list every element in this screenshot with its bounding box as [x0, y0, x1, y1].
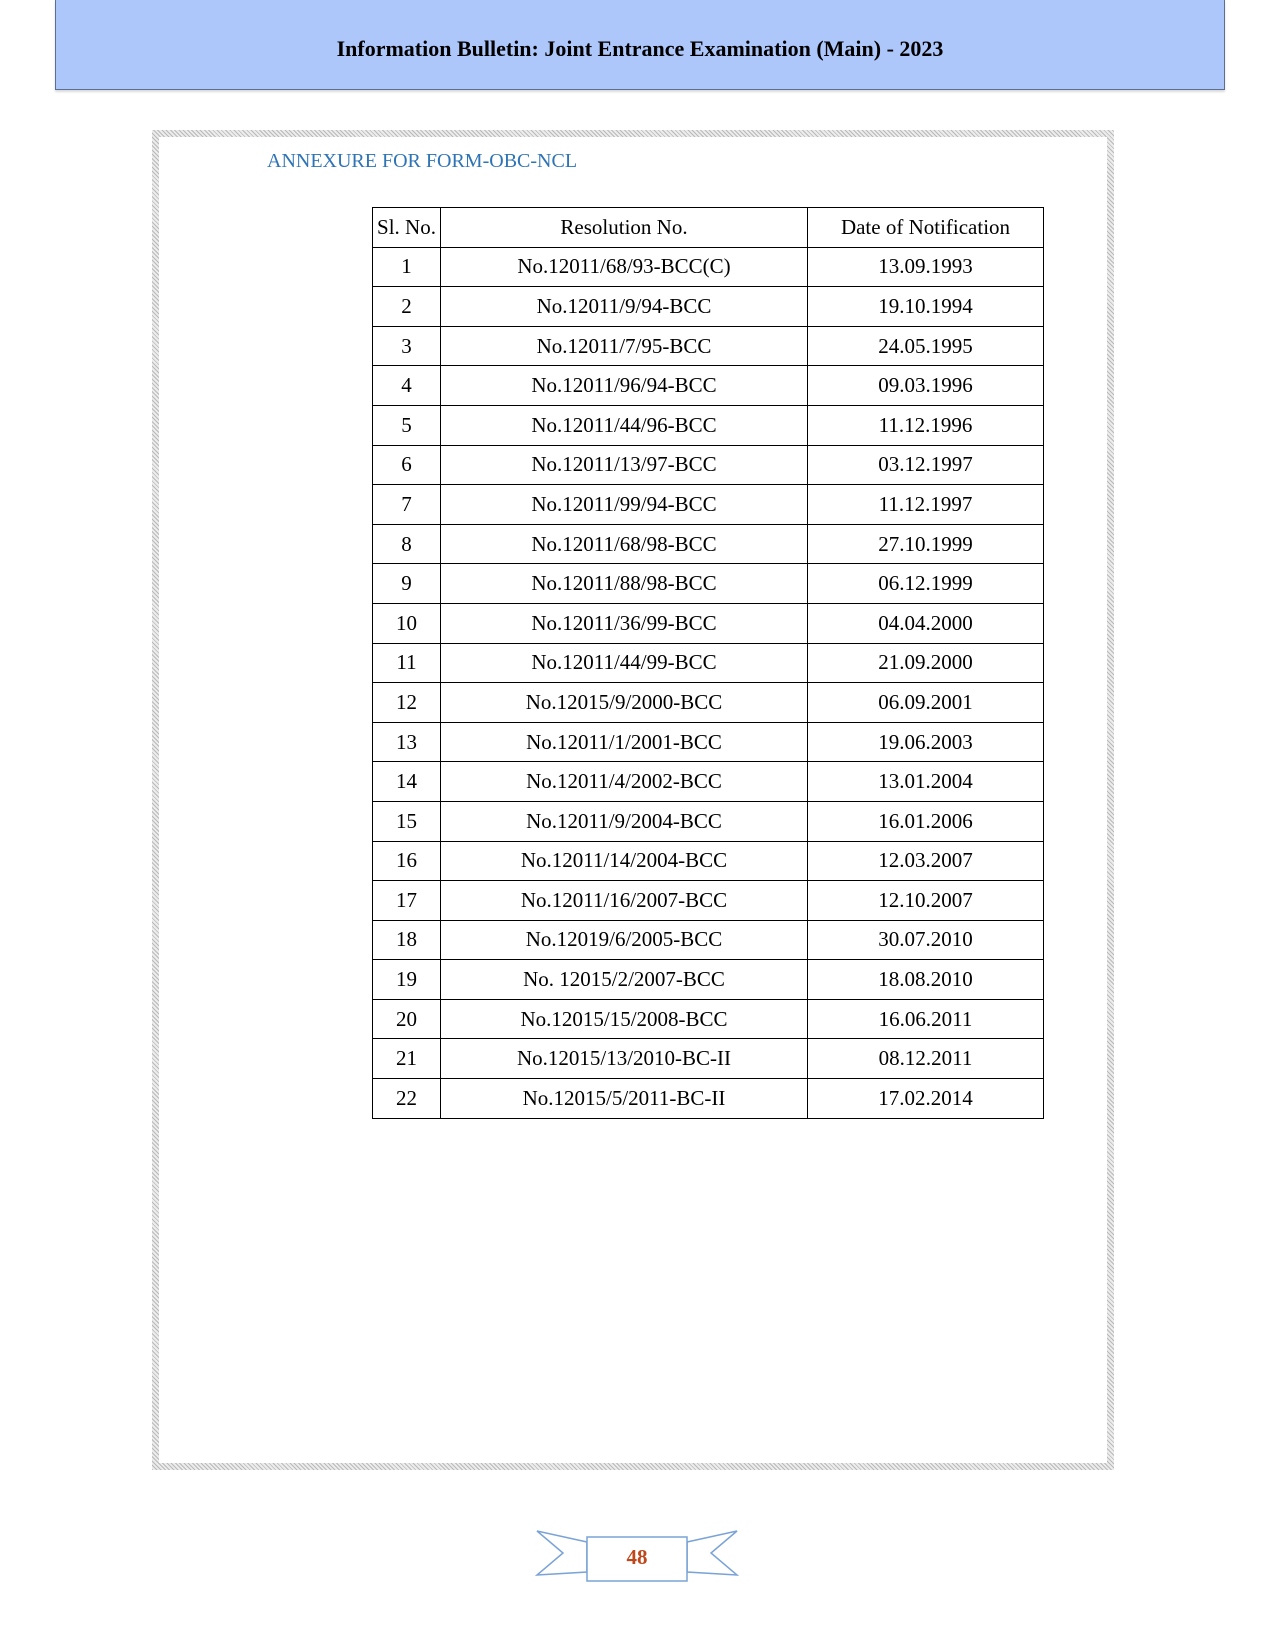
table-header-row: [373, 208, 1044, 248]
table-row: [373, 762, 1044, 802]
cell-sl-no: 1: [373, 247, 441, 287]
cell-resolution-no: No.12011/68/98-BCC: [441, 524, 808, 564]
resolution-table: [372, 207, 1044, 1119]
cell-resolution-no: No.12011/68/93-BCC(C): [441, 247, 808, 287]
table-row: [373, 643, 1044, 683]
table-row: [373, 445, 1044, 485]
cell-resolution-no: No.12011/44/99-BCC: [441, 643, 808, 683]
bulletin-title: Information Bulletin: Joint Entrance Examination (Main) - 2023: [336, 36, 944, 61]
cell-date: 13.09.1993: [808, 247, 1044, 287]
cell-resolution-no: No.12011/16/2007-BCC: [441, 881, 808, 921]
table-row: [373, 564, 1044, 604]
cell-date: 11.12.1997: [808, 485, 1044, 525]
cell-date: 21.09.2000: [808, 643, 1044, 683]
cell-date: 17.02.2014: [808, 1079, 1044, 1119]
table-row: [373, 247, 1044, 287]
table-row: [373, 881, 1044, 921]
cell-date: 06.09.2001: [808, 683, 1044, 723]
table-row: [373, 801, 1044, 841]
cell-sl-no: 4: [373, 366, 441, 406]
cell-date: 09.03.1996: [808, 366, 1044, 406]
cell-sl-no: 3: [373, 326, 441, 366]
cell-date: 24.05.1995: [808, 326, 1044, 366]
cell-resolution-no: No.12011/13/97-BCC: [441, 445, 808, 485]
table-row: [373, 722, 1044, 762]
cell-sl-no: 18: [373, 920, 441, 960]
table-row: [373, 603, 1044, 643]
cell-resolution-no: No.12011/96/94-BCC: [441, 366, 808, 406]
cell-sl-no: 8: [373, 524, 441, 564]
cell-sl-no: 6: [373, 445, 441, 485]
cell-resolution-no: No.12011/9/94-BCC: [441, 287, 808, 327]
cell-date: 12.03.2007: [808, 841, 1044, 881]
table-row: [373, 366, 1044, 406]
cell-date: 30.07.2010: [808, 920, 1044, 960]
cell-date: 12.10.2007: [808, 881, 1044, 921]
cell-resolution-no: No.12011/9/2004-BCC: [441, 801, 808, 841]
cell-sl-no: 21: [373, 1039, 441, 1079]
cell-date: 19.06.2003: [808, 722, 1044, 762]
header-bar: [55, 0, 1225, 90]
cell-resolution-no: No.12011/88/98-BCC: [441, 564, 808, 604]
cell-sl-no: 14: [373, 762, 441, 802]
cell-sl-no: 22: [373, 1079, 441, 1119]
cell-sl-no: 7: [373, 485, 441, 525]
table-row: [373, 485, 1044, 525]
cell-date: 11.12.1996: [808, 405, 1044, 445]
cell-date: 19.10.1994: [808, 287, 1044, 327]
cell-resolution-no: No.12011/99/94-BCC: [441, 485, 808, 525]
table-row: [373, 841, 1044, 881]
table-row: [373, 1039, 1044, 1079]
cell-date: 16.01.2006: [808, 801, 1044, 841]
table-row: [373, 683, 1044, 723]
cell-resolution-no: No.12015/9/2000-BCC: [441, 683, 808, 723]
cell-resolution-no: No.12011/14/2004-BCC: [441, 841, 808, 881]
header-sl-no: Sl. No.: [373, 208, 441, 248]
table-body: [373, 247, 1044, 1118]
cell-sl-no: 20: [373, 999, 441, 1039]
table-row: [373, 920, 1044, 960]
cell-sl-no: 5: [373, 405, 441, 445]
table-row: [373, 960, 1044, 1000]
cell-date: 06.12.1999: [808, 564, 1044, 604]
header-date-of-notification: Date of Notification: [808, 208, 1044, 248]
cell-date: 08.12.2011: [808, 1039, 1044, 1079]
cell-sl-no: 15: [373, 801, 441, 841]
cell-date: 13.01.2004: [808, 762, 1044, 802]
cell-resolution-no: No.12011/7/95-BCC: [441, 326, 808, 366]
cell-resolution-no: No.12015/13/2010-BC-II: [441, 1039, 808, 1079]
cell-sl-no: 13: [373, 722, 441, 762]
table-row: [373, 1079, 1044, 1119]
cell-resolution-no: No.12011/1/2001-BCC: [441, 722, 808, 762]
cell-sl-no: 9: [373, 564, 441, 604]
annexure-heading: ANNEXURE FOR FORM-OBC-NCL: [267, 150, 578, 172]
cell-sl-no: 16: [373, 841, 441, 881]
cell-sl-no: 10: [373, 603, 441, 643]
cell-resolution-no: No.12015/5/2011-BC-II: [441, 1079, 808, 1119]
table-row: [373, 999, 1044, 1039]
page-number: 48: [626, 1545, 648, 1569]
cell-sl-no: 19: [373, 960, 441, 1000]
cell-date: 27.10.1999: [808, 524, 1044, 564]
cell-resolution-no: No.12011/36/99-BCC: [441, 603, 808, 643]
cell-resolution-no: No.12019/6/2005-BCC: [441, 920, 808, 960]
table-row: [373, 287, 1044, 327]
cell-resolution-no: No. 12015/2/2007-BCC: [441, 960, 808, 1000]
cell-date: 18.08.2010: [808, 960, 1044, 1000]
cell-date: 03.12.1997: [808, 445, 1044, 485]
cell-sl-no: 2: [373, 287, 441, 327]
cell-sl-no: 17: [373, 881, 441, 921]
cell-resolution-no: No.12011/4/2002-BCC: [441, 762, 808, 802]
table-row: [373, 326, 1044, 366]
table-row: [373, 524, 1044, 564]
cell-resolution-no: No.12015/15/2008-BCC: [441, 999, 808, 1039]
cell-sl-no: 12: [373, 683, 441, 723]
cell-resolution-no: No.12011/44/96-BCC: [441, 405, 808, 445]
cell-sl-no: 11: [373, 643, 441, 683]
header-resolution-no: Resolution No.: [441, 208, 808, 248]
table-row: [373, 405, 1044, 445]
cell-date: 16.06.2011: [808, 999, 1044, 1039]
cell-date: 04.04.2000: [808, 603, 1044, 643]
